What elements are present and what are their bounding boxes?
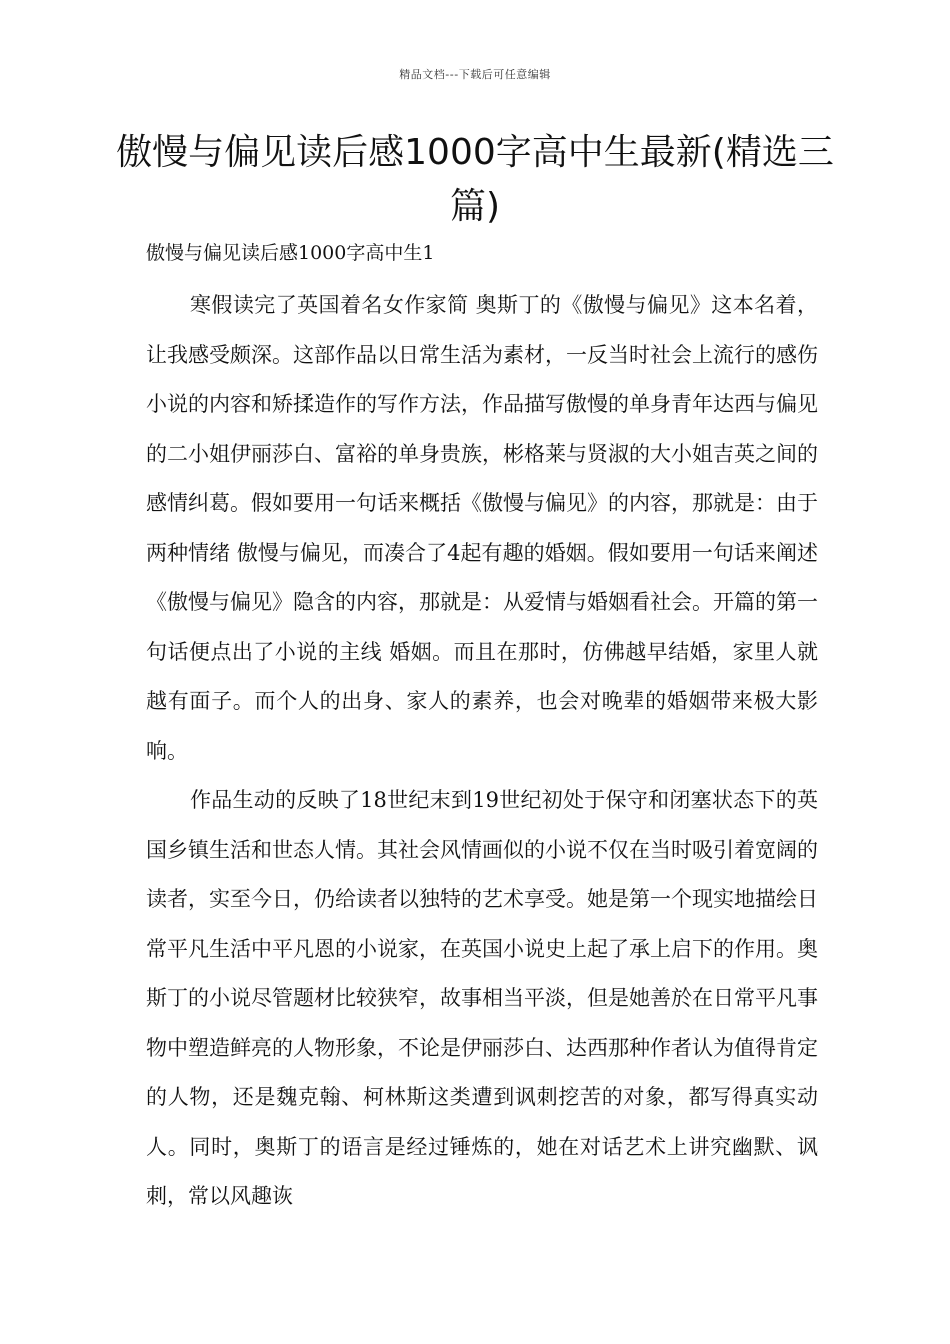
paragraph: 寒假读完了英国着名女作家简 奥斯丁的《傲慢与偏见》这本名着，让我感受颇深。这部作品以日常生活为素材，一反当时社会上流行的感伤小说的内容和矫揉造作的写作方法，作品描写傲慢的单身青年达西与偏见的二小姐伊丽莎白、富裕的单身贵族，彬格莱与贤淑的大小姐吉英之间的感情纠葛。假如要用一句话来概括《傲慢与偏见》的内容，那就是：由于两种情绪 傲慢与偏见，而凑合了4起有趣的婚姻。假如要用一句话来阐述《傲慢与偏见》隐含的内容，那就是：从爱情与婚姻看社会。开篇的第一句话便点出了小说的主线 婚姻。而且在那时，仿佛越早结婚，家里人就越有面子。而个人的出身、家人的素养，也会对晚辈的婚姻带来极大影响。 (146, 293, 818, 763)
header-note: 精品文档---下载后可任意编辑 (399, 68, 551, 81)
document-title: 傲慢与偏见读后感1000字高中生最新(精选三篇) (116, 132, 834, 227)
body-text (146, 281, 818, 1222)
paragraph: 作品生动的反映了18世纪末到19世纪初处于保守和闭塞状态下的英国乡镇生活和世态人情。其社会风情画似的小说不仅在当时吸引着宽阔的读者，实至今日，仍给读者以独特的艺术享受。她是第一个现实地描绘日常平凡生活中平凡恩的小说家，在英国小说史上起了承上启下的作用。奥斯丁的小说尽管题材比较狭窄，故事相当平淡，但是她善於在日常平凡事物中塑造鲜亮的人物形象，不论是伊丽莎白、达西那种作者认为值得肯定的人物，还是魏克翰、柯林斯这类遭到讽刺挖苦的对象，都写得真实动人。同时，奥斯丁的语言是经过锤炼的，她在对话艺术上讲究幽默、讽刺，常以风趣诙 (146, 788, 818, 1208)
section-heading: 傲慢与偏见读后感1000字高中生1 (146, 242, 435, 264)
